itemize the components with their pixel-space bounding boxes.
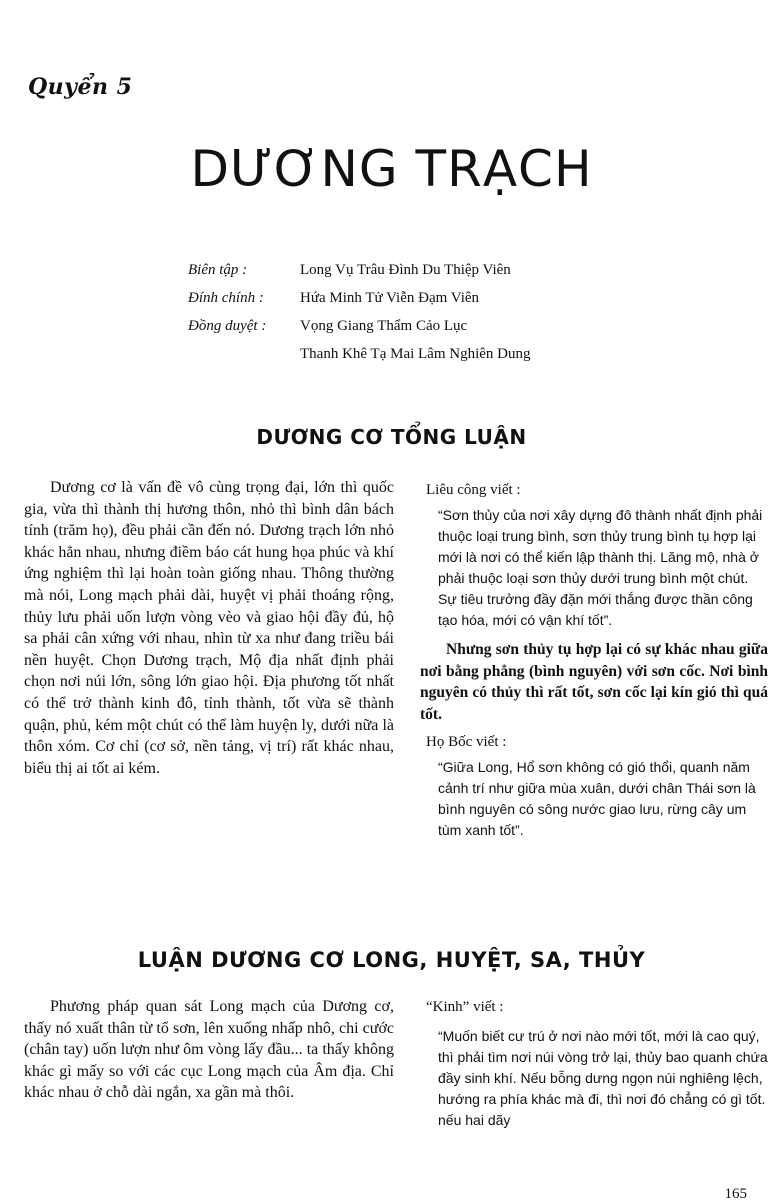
quote-intro: Liêu công viết : <box>426 482 521 498</box>
section-heading: LUẬN DƯƠNG CƠ LONG, HUYỆT, SA, THỦY <box>137 948 646 972</box>
quote-text: “Muốn biết cư trú ở nơi nào mới tốt, mới là cao quý, thì phải tìm nơi núi vòng trở lại, thủy bao quanh chứa đầy sinh khí. Nếu bỗng dưng ngọn núi nghiêng lệch, hướng ra phía khác mà đi, thì nơi đó chẳng có gì tốt. nếu hai dãy <box>438 1028 768 1128</box>
credit-names: Long Vụ Trâu Đình Du Thiệp Viên <box>300 262 511 278</box>
credit-names: Hứa Minh Tử Viễn Đạm Viên <box>300 290 480 306</box>
left-column <box>24 996 394 1104</box>
credit-row <box>188 256 531 284</box>
credit-label: Đồng duyệt : <box>188 318 267 334</box>
left-column <box>24 477 394 779</box>
right-column <box>420 996 768 1131</box>
quote-text: “Sơn thủy của nơi xây dựng đô thành nhất định phải thuộc loại trung bình, sơn thủy trung bình tụ hợp lại mới là nơi có thể kiến lập thành thị. Lăng mộ, nhà ở phải thuộc loại sơn thủy dưới trung bình một chút. Sự tiêu trưởng đầy đặn mới thắng được thần công tạo hóa, mới có vận khí tốt”. <box>438 507 763 628</box>
credit-label: Biên tập : <box>188 262 248 278</box>
credit-row <box>188 340 531 368</box>
right-column <box>420 479 768 841</box>
quote-text: “Giữa Long, Hổ sơn không có gió thổi, quanh năm cảnh trí như giữa mùa xuân, dưới chân Thái sơn là bình nguyên có sông nước giao lưu, rừng cây um tùm xanh tốt”. <box>438 759 756 839</box>
page-number: 165 <box>724 1186 747 1202</box>
volume-label: Quyển 5 <box>28 74 133 100</box>
credit-label: Đính chính : <box>188 290 264 306</box>
quote-intro: “Kinh” viết : <box>426 999 504 1015</box>
body-paragraph: Phương pháp quan sát Long mạch của Dương cơ, thấy nó xuất thân từ tổ sơn, lên xuống nhấp nhô, chi cước (chân tay) uốn lượn như ôm vòng lấy đầu... ta thấy không khác gì mấy so với các cục Long mạch của Âm địa. Chỉ khác nhau ở chỗ dài ngắn, xa gần mà thôi. <box>24 998 394 1102</box>
section-heading: DƯƠNG CƠ TỔNG LUẬN <box>256 425 527 449</box>
body-paragraph: Dương cơ là vấn đề vô cùng trọng đại, lớn thì quốc gia, vừa thì thành thị hương thôn, nhỏ thì bình dân bách tính (trăm họ), đều phải cần đến nó. Dương trạch lớn nhỏ khác hẳn nhau, nhưng điềm báo cát hung họa phúc và khí ứng nghiệm thì lại hoàn toàn giống nhau. Thông thường mà nói, Long mạch phải dài, huyệt vị phải thoáng rộng, thủy lưu phải uốn lượn vòng vèo và giao hội đầy đủ, hộ sa phải cân xứng với nhau, nhìn từ xa như đang triều bái nền huyệt. Chọn Dương trạch, Mộ địa nhất định phải chọn nơi núi lớn, sông lớn giao hội. Địa phương tốt nhất có thể trở thành kinh đô, tỉnh thành, tốt vừa sẽ thành quận, phủ, kém một chút có thể làm huyện ly, dưới nữa là thôn xóm. Cơ chỉ (cơ sở, nền tảng, vị trí) rất khác nhau, biểu thị ai tốt ai kém. <box>24 479 394 777</box>
body-paragraph: Nhưng sơn thủy tụ hợp lại có sự khác nhau giữa nơi bằng phẳng (bình nguyên) với sơn cốc. Nơi bình nguyên có thủy thì rất tốt, sơn cốc lại kín gió thì quá tốt. <box>420 641 768 723</box>
quote-intro: Họ Bốc viết : <box>426 734 507 751</box>
page-title: DƯƠNG TRẠCH <box>190 140 593 198</box>
credit-names: Thanh Khê Tạ Mai Lâm Nghiên Dung <box>300 346 531 362</box>
credit-names: Vọng Giang Thẩm Cảo Lục <box>300 318 468 334</box>
credit-row <box>188 284 531 312</box>
credits-block <box>188 256 531 368</box>
credit-row <box>188 312 531 340</box>
